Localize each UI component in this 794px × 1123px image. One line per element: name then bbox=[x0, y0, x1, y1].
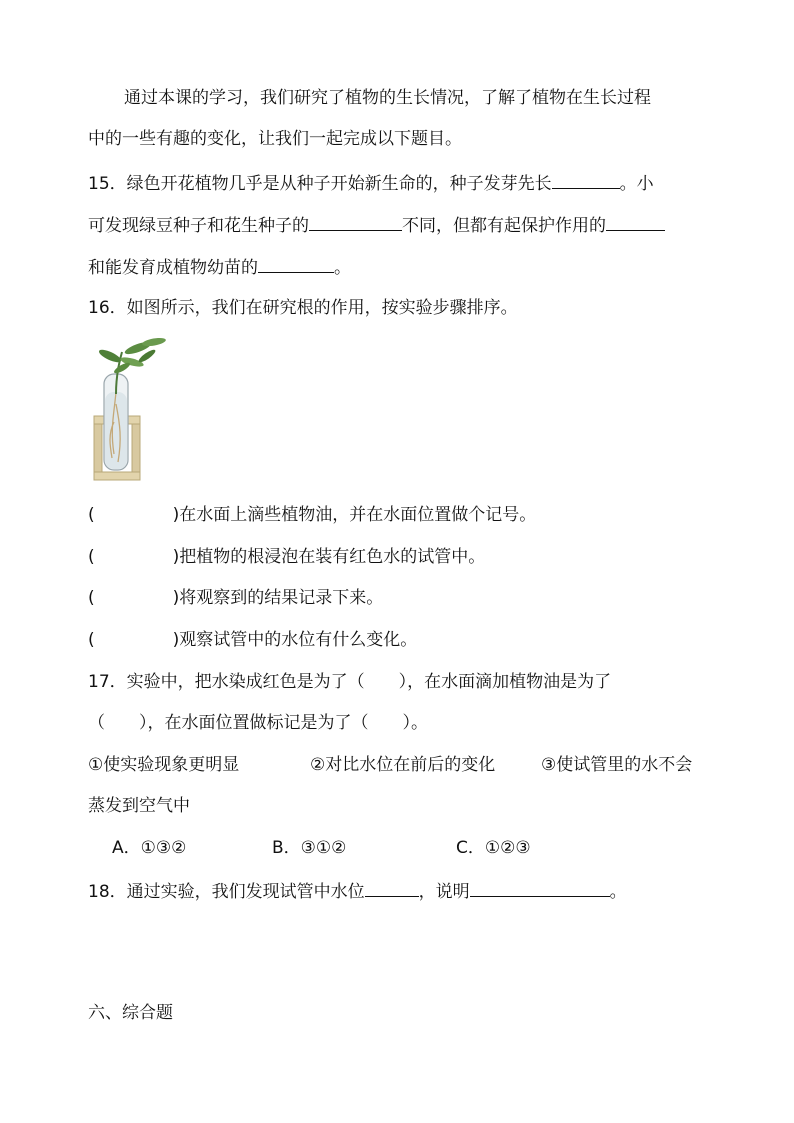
q16-step-1-close: ) bbox=[172, 505, 180, 525]
intro-line-1: 通过本课的学习，我们研究了植物的生长情况，了解了植物在生长过程 bbox=[124, 88, 651, 108]
question-17-line-1 bbox=[88, 670, 794, 694]
question-18 bbox=[88, 878, 794, 904]
question-15-line-3 bbox=[88, 254, 794, 280]
plant-test-tube-image bbox=[92, 334, 176, 482]
q15-blank-4[interactable] bbox=[258, 254, 334, 273]
q16-step-3-open: ( bbox=[88, 588, 95, 608]
q17-text-2: ），在水面滴加植物油是为了 bbox=[398, 672, 612, 692]
q17-option-c[interactable]: C．①②③ bbox=[456, 838, 531, 858]
q16-step-4-open: ( bbox=[88, 630, 95, 650]
q16-step-3 bbox=[88, 586, 794, 610]
q18-blank-1[interactable] bbox=[365, 878, 419, 897]
q18-text-3: 。 bbox=[609, 882, 627, 902]
q17-item-3: ③使试管里的水不会 bbox=[541, 755, 693, 775]
q18-blank-2[interactable] bbox=[470, 878, 610, 897]
q16-step-3-text: 将观察到的结果记录下来。 bbox=[179, 588, 384, 608]
q15-text-3: 可发现绿豆种子和花生种子的 bbox=[88, 216, 309, 236]
q15-text-5: 和能发育成植物幼苗的 bbox=[88, 258, 258, 278]
q17-item-2: ②对比水位在前后的变化 bbox=[310, 755, 496, 775]
q18-text-1: 18．通过实验，我们发现试管中水位 bbox=[88, 882, 365, 902]
q16-step-1 bbox=[88, 503, 794, 527]
q17-option-b[interactable]: B．③①② bbox=[272, 838, 347, 858]
q17-text-3: （ bbox=[88, 713, 105, 733]
q16-step-2-close: ) bbox=[172, 547, 180, 567]
q16-step-3-close: ) bbox=[172, 588, 180, 608]
question-15-line-1 bbox=[88, 170, 794, 196]
q17-text-5: ）。 bbox=[402, 713, 428, 733]
q15-text-2: 。小 bbox=[619, 174, 654, 194]
intro-line-2: 中的一些有趣的变化，让我们一起完成以下题目。 bbox=[88, 129, 462, 149]
q18-text-2: ，说明 bbox=[418, 882, 470, 902]
q16-step-4-text: 观察试管中的水位有什么变化。 bbox=[179, 630, 418, 650]
question-15-line-2 bbox=[88, 212, 794, 238]
q15-blank-2[interactable] bbox=[309, 212, 402, 231]
q15-text-1: 15．绿色开花植物几乎是从种子开始新生命的，种子发芽先长 bbox=[88, 174, 552, 194]
q16-step-2 bbox=[88, 545, 794, 569]
q17-item-3-continued: 蒸发到空气中 bbox=[88, 796, 190, 816]
q16-step-1-open: ( bbox=[88, 505, 95, 525]
q17-item-1: ①使实验现象更明显 bbox=[88, 755, 240, 775]
section-6-title: 六、综合题 bbox=[88, 1003, 173, 1023]
q15-blank-3[interactable] bbox=[606, 212, 665, 231]
q15-text-4: 不同，但都有起保护作用的 bbox=[402, 216, 606, 236]
q16-step-1-text: 在水面上滴些植物油，并在水面位置做个记号。 bbox=[179, 505, 537, 525]
q17-text-4: ），在水面位置做标记是为了（ bbox=[139, 713, 369, 733]
q16-step-2-open: ( bbox=[88, 547, 95, 567]
q15-text-6: 。 bbox=[334, 258, 351, 278]
q17-option-a[interactable]: A．①③② bbox=[112, 838, 187, 858]
q16-step-4 bbox=[88, 628, 794, 652]
q16-step-2-text: 把植物的根浸泡在装有红色水的试管中。 bbox=[179, 547, 486, 567]
q17-text-1: 17．实验中，把水染成红色是为了（ bbox=[88, 672, 365, 692]
q15-blank-1[interactable] bbox=[552, 170, 620, 189]
question-16-title: 16．如图所示，我们在研究根的作用，按实验步骤排序。 bbox=[88, 298, 518, 318]
q16-step-4-close: ) bbox=[172, 630, 180, 650]
question-17-line-2 bbox=[88, 711, 794, 735]
